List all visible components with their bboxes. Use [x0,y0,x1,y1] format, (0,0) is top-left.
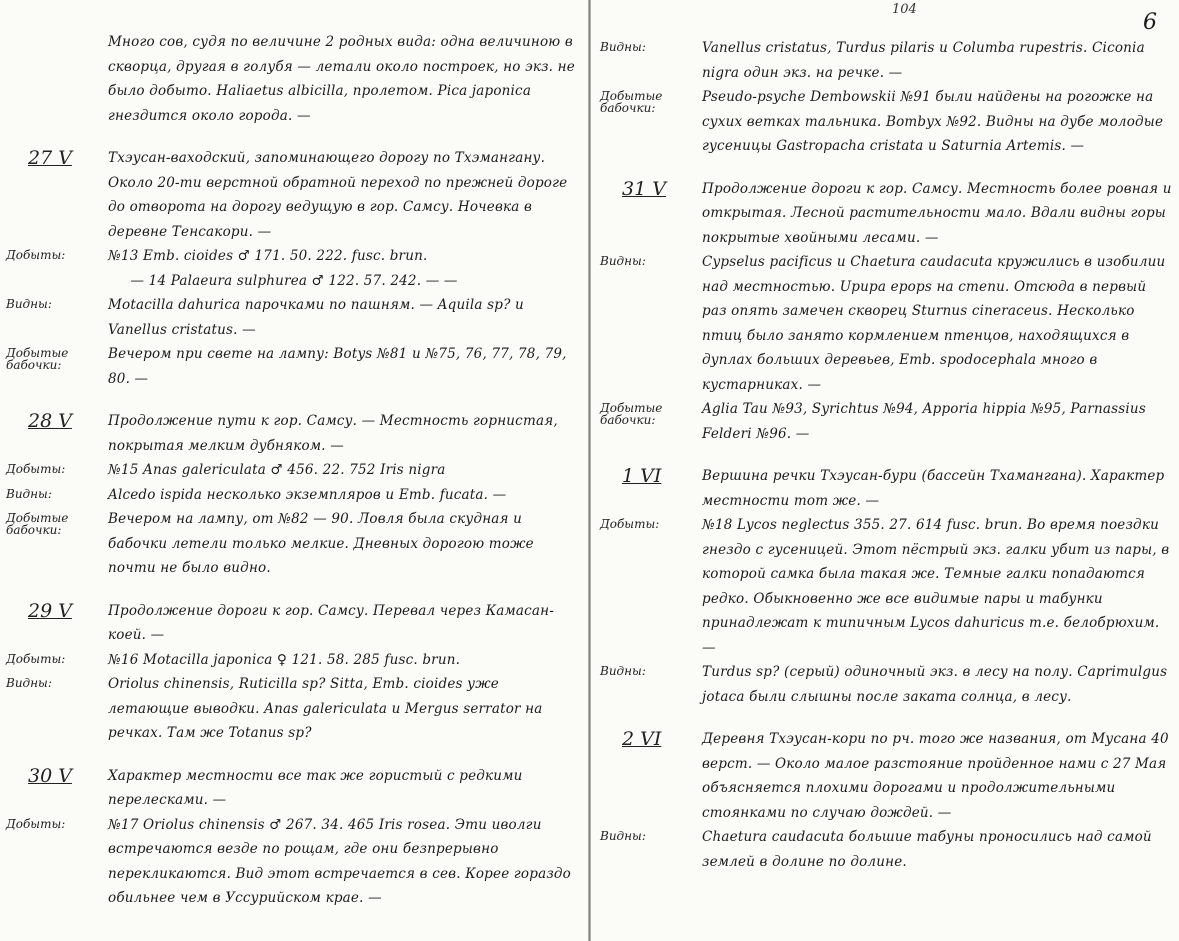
journal-entry [600,397,1173,446]
entry-text: Cypselus pacificus и Chaetura caudacuta кружились в изобилии над местностью. Upupa epops на степи. Отсюда в первый раз опять замечен скворец Sturnus cineraceus. Несколько птиц было занято кормлением птенцов, находящихся в дуплах больших деревьев, Emb. spodocephala много в кустарниках. — [702,254,1170,393]
page-number: 6 [1143,10,1157,35]
entry-label: Видны: [6,297,52,311]
entry-text: Продолжение дороги к гор. Самсу. Местность более ровная и открытая. Лесной растительности мало. Вдали видны горы покрытые хвойными лесами. — [702,180,1177,246]
entry-text: Деревня Тхэусан-кори по рч. того же названия, от Мусана 40 верст. — Около малое разстояние пройденное нами с 27 Мая объясняется плохими дорогами и продолжительными стоянками по случаю дождей. — [702,731,1174,821]
journal-entry [600,464,1173,513]
entry-text: Chaetura caudacuta большие табуны проносились над самой землей в долине по долине. [702,829,1157,870]
entry-label: Добыты: [6,651,66,666]
entry-label: Добыты: [6,816,66,831]
journal-entry [6,764,582,813]
journal-entry [600,36,1173,85]
entry-text: №13 Emb. cioides ♂ 171. 50. 222. fusc. brun. — 14 Palaeura sulphurea ♂ 122. 57. 242. — — [108,248,458,289]
entry-label: Видны: [6,676,52,690]
journal-entry [6,813,582,911]
entry-date: 1 VI [622,465,662,487]
journal-entry [6,409,582,458]
entry-text: №16 Motacilla japonica ♀ 121. 58. 285 fusc. brun. [108,651,461,668]
entry-text: Vanellus cristatus, Turdus pilaris и Columba rupestris. Ciconia nigra один экз. на речке. — [702,40,1150,81]
journal-entry [600,727,1173,825]
journal-entry [6,342,582,391]
entry-date: 27 V [28,147,72,169]
book-spine [588,0,591,941]
entry-label: Добытые бабочки: [6,346,69,372]
journal-entry [600,660,1173,709]
entry-date: 31 V [622,177,666,200]
left-entries [6,30,582,911]
entry-date: 29 V [28,599,72,622]
journal-entry [6,599,582,648]
journal-entry [600,513,1173,660]
entry-date: 2 VI [622,728,662,750]
entry-text: Вершина речки Тхэусан-бури (бассейн Тхамангана). Характер местности тот же. — [702,468,1169,509]
entry-gap [600,446,1173,464]
entry-gap [6,128,582,146]
entry-text: №17 Oriolus chinensis ♂ 267. 34. 465 Iris rosea. Эти иволги встречаются везде по рощам, где они безпрерывно перекликаются. Вид этот встречается в сев. Корее гораздо обильнее чем в Уссурийском крае. — [108,816,576,906]
entry-text: Характер местности все так же гористый с редкими перелесками. — [108,767,527,808]
journal-entry [6,244,582,293]
entry-text: Aglia Tau №93, Syrichtus №94, Apporia hippia №95, Parnassius Felderi №96. — [702,401,1151,442]
journal-entry [600,85,1173,159]
entry-label: Добытые бабочки: [600,89,663,115]
entry-label: Видны: [6,486,52,501]
entry-label: Добыты: [6,462,66,476]
entry-text: Turdus sp? (серый) одиночный экз. в лесу на полу. Caprimulgus jotaca были слышны после заката солнца, в лесу. [702,664,1172,705]
entry-label: Видны: [600,829,646,843]
journal-entry [6,30,582,128]
entry-date: 28 V [28,410,72,432]
journal-entry [600,250,1173,397]
entry-text: №15 Anas galericulata ♂ 456. 22. 752 Iris nigra [108,462,446,478]
entry-text: Вечером при свете на лампу: Botys №81 и №75, 76, 77, 78, 79, 80. — [108,346,572,387]
entry-text: Motacilla dahurica парочками по пашням. — Aquila sp? и Vanellus cristatus. — [108,297,529,338]
entry-text: Pseudo-psyche Dembowskii №91 были найдены на рогожке на сухих ветках тальника. Bombyx №92. Видны на дубе молодые гусеницы Gastropacha cristata и Saturnia Artemis. — [702,89,1168,154]
entry-gap [6,581,582,599]
entry-text: Вечером на лампу, от №82 — 90. Ловля была скудная и бабочки летели только мелкие. Дневных дорогою тоже почти не было видно. [108,511,539,576]
journal-entry [600,177,1177,251]
journal-entry [6,648,582,673]
entry-text: Oriolus chinensis, Ruticilla sp? Sitta, Emb. cioides уже летающие выводки. Anas galericulata и Mergus serrator на речках. Там же Totanus sp? [108,676,548,741]
entry-text: Alcedo ispida несколько экземпляров и Emb. fucata. — [108,486,507,503]
entry-text: Продолжение дороги к гор. Самсу. Перевал через Камасан-коей. — [108,602,555,643]
entry-text: Тхэусан-ваходский, запоминающего дорогу по Тхэмангану. Около 20-ти верстной обратной переход по прежней дороге до отворота на дорогу ведущую в гор. Самсу. Ночевка в деревне Тенсакори. — [108,150,572,240]
journal-entry [6,293,582,342]
entry-text: Много сов, судя по величине 2 родных вида: одна величиною в скворца, другая в голубя — летали около построек, но экз. не было добыто. Haliaetus albicilla, пролетом. Pica japonica гнездится около города. — [108,34,580,124]
journal-entry [6,507,582,581]
entry-label: Добыты: [600,517,660,531]
entry-label: Добыты: [6,248,66,262]
right-entries [600,36,1177,874]
journal-entry [600,825,1173,874]
journal-entry [6,672,582,746]
entry-gap [600,709,1173,727]
entry-gap [6,391,582,409]
right-page [592,0,1179,941]
folio-number: 104 [892,2,917,17]
entry-label: Видны: [600,664,646,678]
journal-entry [6,458,582,483]
entry-gap [6,746,582,764]
entry-date: 30 V [28,764,72,787]
journal-entry [6,146,582,244]
entry-label: Видны: [600,254,646,268]
entry-label: Видны: [600,40,646,54]
entry-gap [600,159,1173,177]
entry-label: Добытые бабочки: [6,511,69,537]
entry-label: Добытые бабочки: [600,401,663,427]
entry-text: №18 Lycos neglectus 355. 27. 614 fusc. brun. Во время поездки гнездо с гусеницей. Этот пёстрый экз. галки убит из пары, в которой самка была такая же. Темные галки попадаются редко. Обыкновенно же все видимые пары и табунки принадлежат к типичным Lycos dahuricus т.е. белобрюхим. — [702,517,1174,656]
entry-text: Продолжение пути к гор. Самсу. — Местность горнистая, покрытая мелким дубняком. — [108,413,563,454]
journal-entry [6,483,582,508]
